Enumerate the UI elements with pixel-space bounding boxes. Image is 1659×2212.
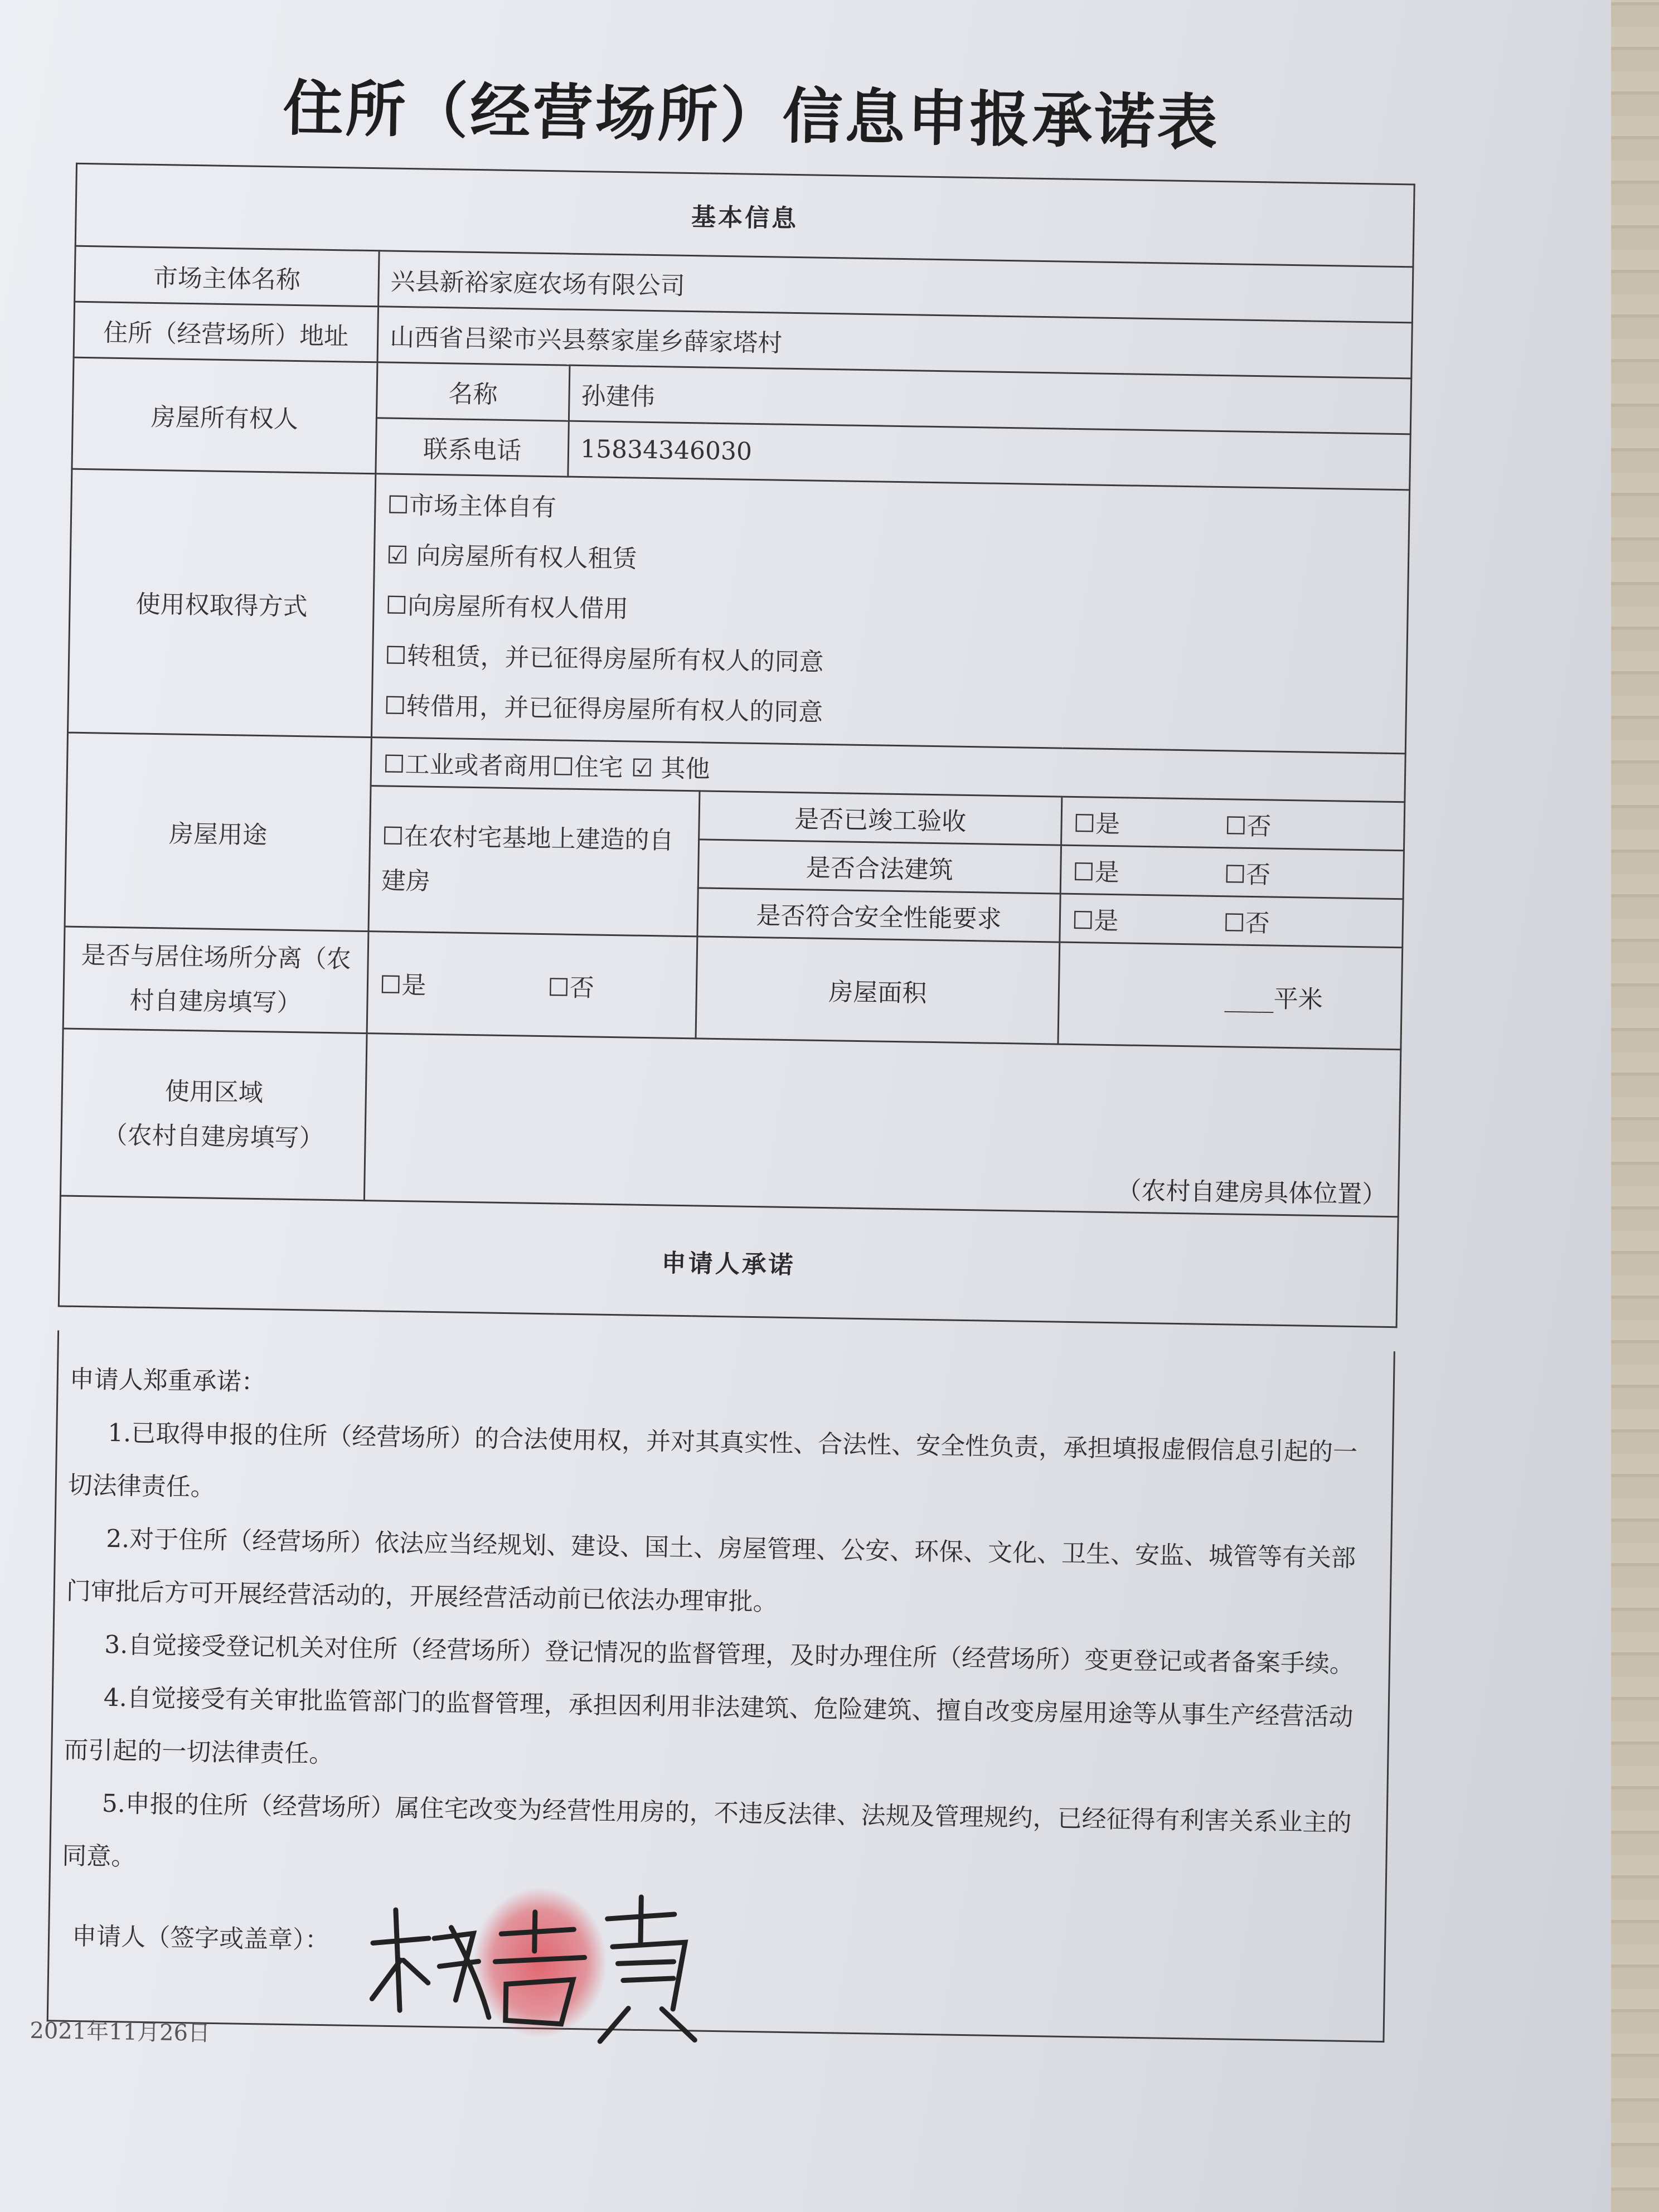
check-question: 是否符合安全性能要求 bbox=[697, 888, 1060, 942]
separate-label: 是否与居住场所分离（农村自建房填写） bbox=[63, 926, 368, 1034]
check-no[interactable]: ☐否 bbox=[1224, 860, 1271, 890]
zone-label bbox=[60, 1029, 367, 1201]
option-borrow[interactable]: ☐向房屋所有权人借用 bbox=[385, 591, 629, 624]
signing-date: 2021年11月26日 bbox=[30, 2017, 211, 2046]
check-question: 是否合法建筑 bbox=[698, 840, 1061, 894]
usage-options[interactable]: ☐工业或者商用☐住宅 ☑ 其他 bbox=[371, 738, 1405, 802]
check-yes[interactable]: ☐是 bbox=[1073, 809, 1120, 839]
owner-name-label: 名称 bbox=[376, 362, 570, 421]
zone-label-sub: （农村自建房填写） bbox=[103, 1120, 324, 1153]
signature-with-fingerprint bbox=[360, 1876, 753, 2049]
section-header-promise: 申请人承诺 bbox=[59, 1196, 1398, 1327]
rural-selfbuilt-option[interactable]: ☐在农村宅基地上建造的自建房 bbox=[368, 786, 700, 937]
right-method-options bbox=[371, 474, 1409, 754]
check-yes[interactable]: ☐是 bbox=[1071, 906, 1119, 936]
check-answers bbox=[1061, 797, 1405, 851]
owner-phone-value: 15834346030 bbox=[568, 421, 1410, 490]
owner-name-value: 孙建伟 bbox=[569, 365, 1411, 434]
owner-label: 房屋所有权人 bbox=[72, 357, 377, 474]
entity-name-label: 市场主体名称 bbox=[75, 246, 380, 307]
form-sheet bbox=[0, 22, 1494, 2108]
separate-yes[interactable]: ☐是 bbox=[379, 971, 426, 1000]
owner-phone-label: 联系电话 bbox=[376, 418, 569, 477]
option-sublease[interactable]: ☐转租赁，并已征得房屋所有权人的同意 bbox=[384, 641, 824, 677]
area-label: 房屋面积 bbox=[696, 937, 1060, 1044]
basic-info-table bbox=[58, 163, 1415, 1328]
check-answers bbox=[1060, 845, 1404, 899]
fingerprint-stamp bbox=[472, 1886, 608, 2039]
area-value[interactable]: ____平米 bbox=[1058, 942, 1403, 1050]
document-title: 住所（经营场所）信息申报承诺表 bbox=[282, 74, 1220, 158]
option-lease[interactable]: ☑ 向房屋所有权人租赁 bbox=[386, 541, 637, 574]
check-question: 是否已竣工验收 bbox=[699, 791, 1062, 845]
option-subborrow[interactable]: ☐转借用，并已征得房屋所有权人的同意 bbox=[384, 691, 823, 727]
usage-label: 房屋用途 bbox=[65, 733, 371, 932]
option-self-owned[interactable]: ☐市场主体自有 bbox=[387, 491, 557, 522]
entity-name-value: 兴县新裕家庭农场有限公司 bbox=[379, 251, 1413, 323]
zone-value[interactable]: （农村自建房具体位置） bbox=[364, 1034, 1400, 1217]
separate-answers bbox=[367, 932, 697, 1039]
separate-no[interactable]: ☐否 bbox=[547, 973, 595, 1003]
promise-item: 5.申报的住所（经营场所）属住宅改变为经营性用房的，不违反法律、法规及管理规约，已经征得有利害关系业主的同意。 bbox=[61, 1789, 1352, 1871]
promise-item: 2.对于住所（经营场所）依法应当经规划、建设、国土、房屋管理、公安、环保、文化、卫生、安监、城管等有关部门审批后方可开展经营活动的，开展经营活动前已依法办理审批。 bbox=[66, 1524, 1356, 1617]
address-label: 住所（经营场所）地址 bbox=[74, 302, 379, 362]
check-no[interactable]: ☐否 bbox=[1224, 812, 1272, 841]
right-method-label: 使用权取得方式 bbox=[67, 469, 375, 738]
check-answers bbox=[1060, 894, 1403, 948]
promise-item: 4.自觉接受有关审批监管部门的监督管理，承担因利用非法建筑、危险建筑、擅自改变房屋用途等从事生产经营活动而引起的一切法律责任。 bbox=[63, 1683, 1354, 1769]
check-no[interactable]: ☐否 bbox=[1223, 909, 1270, 938]
promise-item: 1.已取得申报的住所（经营场所）的合法使用权，并对其真实性、合法性、安全性负责，承担填报虚假信息引起的一切法律责任。 bbox=[67, 1418, 1358, 1502]
section-header-basic: 基本信息 bbox=[75, 163, 1414, 267]
check-yes[interactable]: ☐是 bbox=[1072, 857, 1120, 887]
promise-body bbox=[47, 1330, 1395, 2043]
signature-label: 申请人（签字或盖章）： bbox=[71, 1922, 330, 1955]
promise-item: 3.自觉接受登记机关对住所（经营场所）登记情况的监督管理，及时办理住所（经营场所）变更登记或者备案手续。 bbox=[104, 1630, 1355, 1679]
zone-label-main: 使用区域 bbox=[164, 1076, 264, 1107]
promise-intro: 申请人郑重承诺： bbox=[69, 1365, 266, 1397]
address-value: 山西省吕梁市兴县蔡家崖乡薛家塔村 bbox=[377, 307, 1412, 379]
